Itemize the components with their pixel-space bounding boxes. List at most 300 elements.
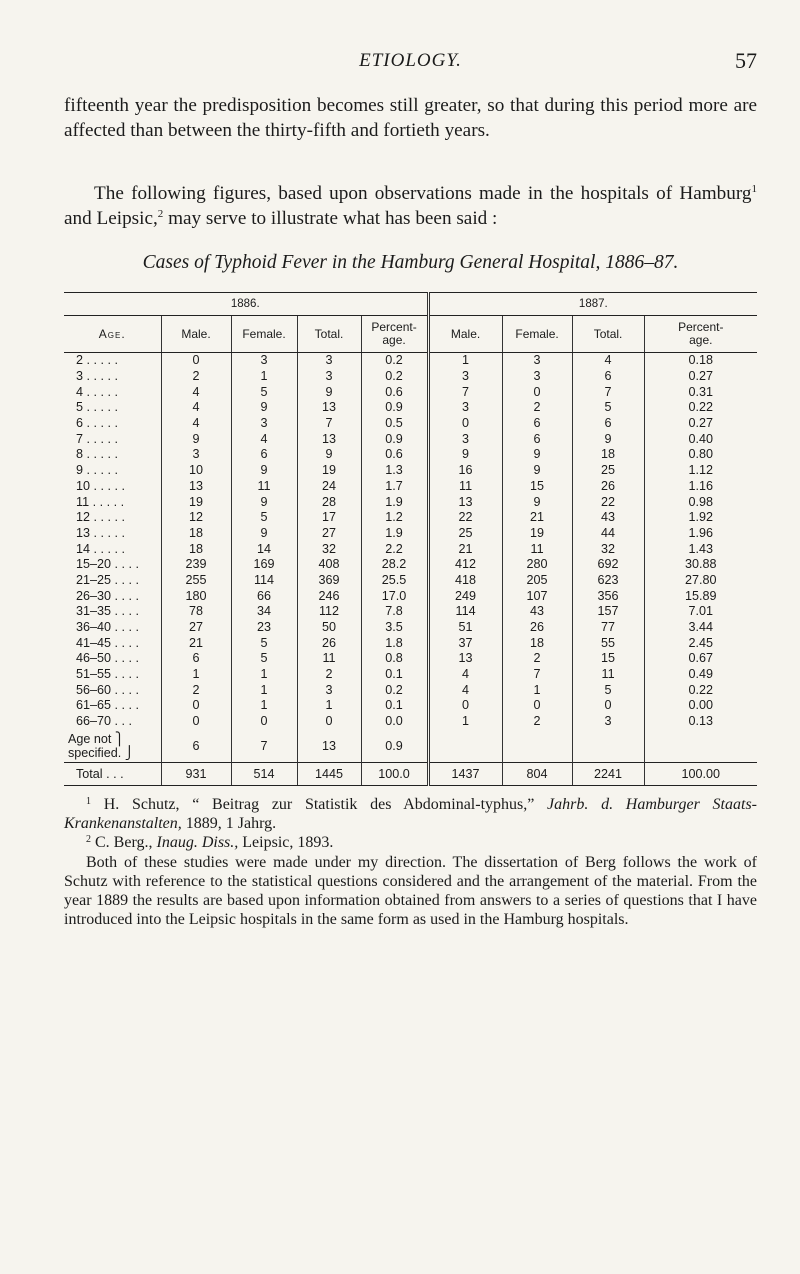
cell-male-1886: 18	[161, 541, 231, 557]
cell-percent-1887: 0.98	[644, 494, 757, 510]
cell-percent-1886: 0.9	[361, 730, 428, 763]
cell-percent-1887: 0.18	[644, 353, 757, 369]
cell-percent-1886: 0.6	[361, 447, 428, 463]
table-row	[64, 714, 757, 730]
cell-percent-1887: 27.80	[644, 573, 757, 589]
col-total-1887: Total.	[572, 316, 644, 353]
cell-female-1887: 2	[502, 651, 572, 667]
cell-total-1887: 356	[572, 588, 644, 604]
cell-male-1886: 10	[161, 463, 231, 479]
cell-age: 5 . . . . .	[76, 400, 118, 415]
cell-male-1886: 9	[161, 431, 231, 447]
cell-age: 31–35 . . . .	[76, 604, 140, 619]
cell-percent-1886: 1.9	[361, 526, 428, 542]
cell-female-1886: 1	[231, 667, 297, 683]
cell-male-1887: 114	[428, 604, 502, 620]
total-percent-1887: 100.00	[644, 762, 757, 785]
total-female-1887: 804	[502, 762, 572, 785]
cell-percent-1887: 0.67	[644, 651, 757, 667]
page-number: 57	[735, 48, 757, 73]
cell-total-1887: 22	[572, 494, 644, 510]
year-1887: 1887.	[428, 293, 757, 316]
cell-female-1886: 3	[231, 353, 297, 369]
cell-female-1886: 0	[231, 714, 297, 730]
cell-total-1886: 112	[297, 604, 361, 620]
col-female-1887: Female.	[502, 316, 572, 353]
cell-total-1886: 13	[297, 730, 361, 763]
cell-percent-1886: 1.2	[361, 510, 428, 526]
cell-total-1886: 17	[297, 510, 361, 526]
cell-female-1886: 4	[231, 431, 297, 447]
table-row	[64, 573, 757, 589]
cell-male-1886: 180	[161, 588, 231, 604]
cell-percent-1886: 2.2	[361, 541, 428, 557]
cell-total-1886: 50	[297, 620, 361, 636]
cell-percent-1886: 0.2	[361, 682, 428, 698]
total-label: Total . . .	[64, 762, 161, 785]
cell-total-1887: 25	[572, 463, 644, 479]
cell-percent-1886: 28.2	[361, 557, 428, 573]
cell-total-1887: 3	[572, 714, 644, 730]
cell-male-1886: 0	[161, 698, 231, 714]
cell-total-1887: 26	[572, 479, 644, 495]
cell-total-1887	[572, 730, 644, 763]
cell-male-1887: 4	[428, 682, 502, 698]
cell-percent-1887: 0.49	[644, 667, 757, 683]
total-male-1887: 1437	[428, 762, 502, 785]
cell-male-1886: 3	[161, 447, 231, 463]
cell-male-1887: 16	[428, 463, 502, 479]
cell-male-1887: 3	[428, 369, 502, 385]
cell-age: 4 . . . . .	[76, 384, 118, 399]
cell-female-1887: 280	[502, 557, 572, 573]
table-row	[64, 384, 757, 400]
cell-percent-1887: 7.01	[644, 604, 757, 620]
row-total	[64, 762, 757, 785]
cell-male-1887: 3	[428, 431, 502, 447]
cell-male-1886: 4	[161, 416, 231, 432]
cell-percent-1887: 0.40	[644, 431, 757, 447]
cell-age: 6 . . . . .	[76, 416, 118, 431]
table-row	[64, 416, 757, 432]
cell-female-1887: 15	[502, 479, 572, 495]
cell-percent-1887: 0.27	[644, 369, 757, 385]
table-row	[64, 682, 757, 698]
cell-percent-1887: 0.31	[644, 384, 757, 400]
cell-male-1887: 9	[428, 447, 502, 463]
cell-female-1886: 9	[231, 463, 297, 479]
cell-female-1887: 6	[502, 416, 572, 432]
cell-percent-1886: 0.2	[361, 353, 428, 369]
cell-total-1887: 6	[572, 416, 644, 432]
cell-percent-1887: 30.88	[644, 557, 757, 573]
cell-age: 56–60 . . . .	[76, 682, 140, 697]
cell-age: 51–55 . . . .	[76, 667, 140, 682]
cell-percent-1887: 15.89	[644, 588, 757, 604]
cell-total-1886: 3	[297, 353, 361, 369]
cell-female-1886: 7	[231, 730, 297, 763]
cell-male-1887: 418	[428, 573, 502, 589]
column-header-row	[64, 316, 757, 353]
cell-total-1887: 157	[572, 604, 644, 620]
cell-total-1886: 9	[297, 384, 361, 400]
cell-female-1887: 9	[502, 447, 572, 463]
table-row	[64, 400, 757, 416]
cell-female-1887: 107	[502, 588, 572, 604]
footnote-1	[64, 795, 757, 833]
cell-percent-1887: 0.22	[644, 400, 757, 416]
col-male-1887: Male.	[428, 316, 502, 353]
footnote-ref-1: 1	[751, 183, 757, 195]
cell-female-1887: 205	[502, 573, 572, 589]
cell-male-1887: 11	[428, 479, 502, 495]
cell-female-1887: 1	[502, 682, 572, 698]
cell-male-1887: 249	[428, 588, 502, 604]
cell-percent-1886: 17.0	[361, 588, 428, 604]
cell-male-1886: 0	[161, 353, 231, 369]
cell-male-1886: 0	[161, 714, 231, 730]
cell-total-1887: 44	[572, 526, 644, 542]
cell-percent-1887: 1.96	[644, 526, 757, 542]
cell-female-1887: 43	[502, 604, 572, 620]
col-age: Age.	[64, 316, 161, 353]
cell-female-1886: 3	[231, 416, 297, 432]
cell-percent-1887: 0.80	[644, 447, 757, 463]
cell-total-1887: 7	[572, 384, 644, 400]
typhoid-table-wrap	[64, 292, 757, 780]
cell-total-1887: 5	[572, 400, 644, 416]
cell-percent-1887: 3.44	[644, 620, 757, 636]
cell-total-1887: 43	[572, 510, 644, 526]
table-row	[64, 557, 757, 573]
cell-male-1886: 13	[161, 479, 231, 495]
cell-female-1886: 9	[231, 400, 297, 416]
table-row	[64, 620, 757, 636]
cell-female-1887: 2	[502, 400, 572, 416]
cell-percent-1886: 7.8	[361, 604, 428, 620]
table-row	[64, 369, 757, 385]
cell-total-1887: 5	[572, 682, 644, 698]
cell-percent-1887: 0.00	[644, 698, 757, 714]
cell-total-1887: 15	[572, 651, 644, 667]
cell-female-1886: 5	[231, 635, 297, 651]
cell-age: 46–50 . . . .	[76, 651, 140, 666]
cell-male-1887: 13	[428, 651, 502, 667]
cell-female-1886: 66	[231, 588, 297, 604]
cell-female-1886: 5	[231, 510, 297, 526]
footnote-2	[64, 833, 757, 852]
cell-age: 9 . . . . .	[76, 463, 118, 478]
table-row	[64, 447, 757, 463]
total-percent-1886: 100.0	[361, 762, 428, 785]
col-percent-line2: age.	[382, 333, 406, 347]
cell-percent-1887	[644, 730, 757, 763]
cell-percent-1887: 1.43	[644, 541, 757, 557]
cell-age: 15–20 . . . .	[76, 557, 140, 572]
cell-male-1886: 27	[161, 620, 231, 636]
total-female-1886: 514	[231, 762, 297, 785]
cell-total-1887: 4	[572, 353, 644, 369]
cell-percent-1886: 0.6	[361, 384, 428, 400]
year-1886: 1886.	[64, 293, 428, 316]
total-total-1886: 1445	[297, 762, 361, 785]
paragraph-2-text-b: and Leipsic,	[64, 208, 158, 229]
footnote-1-journal: Jahrb. d. Hamburger Staats-Krankenanstalten,	[64, 796, 757, 832]
cell-male-1887: 25	[428, 526, 502, 542]
cell-male-1886: 2	[161, 682, 231, 698]
cell-total-1886: 26	[297, 635, 361, 651]
col-percent-1886	[361, 316, 428, 353]
cell-age: 2 . . . . .	[76, 353, 118, 368]
year-header-row	[64, 293, 757, 316]
cell-male-1886: 6	[161, 651, 231, 667]
cell-female-1887: 26	[502, 620, 572, 636]
cell-female-1887: 0	[502, 698, 572, 714]
footnote-1-number: 1	[86, 796, 91, 807]
cell-female-1887: 3	[502, 369, 572, 385]
table-caption: Cases of Typhoid Fever in the Hamburg General Hospital, 1886–87.	[142, 252, 679, 273]
cell-male-1886: 4	[161, 400, 231, 416]
cell-total-1886: 7	[297, 416, 361, 432]
cell-total-1887: 623	[572, 573, 644, 589]
col-percent-line1: Percent-	[371, 320, 417, 334]
cell-female-1887: 18	[502, 635, 572, 651]
table-body	[64, 353, 757, 786]
row-age-not-specified	[64, 730, 757, 763]
cell-total-1886: 24	[297, 479, 361, 495]
cell-male-1886: 2	[161, 369, 231, 385]
cell-total-1886: 0	[297, 714, 361, 730]
cell-male-1887: 51	[428, 620, 502, 636]
cell-percent-1886: 1.3	[361, 463, 428, 479]
cell-total-1886: 27	[297, 526, 361, 542]
cell-male-1886: 12	[161, 510, 231, 526]
cell-percent-1886: 0.2	[361, 369, 428, 385]
table-row	[64, 526, 757, 542]
cell-female-1887: 2	[502, 714, 572, 730]
cell-male-1886: 78	[161, 604, 231, 620]
table-row	[64, 588, 757, 604]
cell-age: 8 . . . . .	[76, 447, 118, 462]
cell-percent-1886: 3.5	[361, 620, 428, 636]
cell-total-1887: 11	[572, 667, 644, 683]
cell-percent-1887: 0.27	[644, 416, 757, 432]
col-male-1886: Male.	[161, 316, 231, 353]
cell-male-1887: 1	[428, 353, 502, 369]
cell-female-1887: 11	[502, 541, 572, 557]
table-row	[64, 353, 757, 369]
cell-male-1887: 13	[428, 494, 502, 510]
footnote-note-paragraph: Both of these studies were made under my direction. The dissertation of Berg follows the work of Schutz with reference to the statistical questions considered and the arrangement of the material. From the year 1889 the results are based upon information obtained from answers to a series of questions that I have introduced into the Leipsic hospitals in the same form as used in the Hamburg hospitals.	[64, 854, 757, 928]
cell-total-1886: 28	[297, 494, 361, 510]
cell-female-1886: 1	[231, 698, 297, 714]
cell-total-1886: 13	[297, 431, 361, 447]
footnote-ref-2: 2	[157, 208, 164, 220]
cell-total-1886: 369	[297, 573, 361, 589]
cell-female-1886: 5	[231, 651, 297, 667]
cell-percent-1887: 0.13	[644, 714, 757, 730]
table-row	[64, 431, 757, 447]
cell-male-1887: 21	[428, 541, 502, 557]
cell-percent-1886: 25.5	[361, 573, 428, 589]
cell-total-1887: 77	[572, 620, 644, 636]
cell-female-1886: 9	[231, 526, 297, 542]
cell-age: 10 . . . . .	[76, 478, 125, 493]
footnote-1-tail: 1889, 1 Jahrg.	[181, 815, 277, 832]
cell-female-1887: 21	[502, 510, 572, 526]
cell-female-1886: 1	[231, 682, 297, 698]
cell-male-1886: 18	[161, 526, 231, 542]
table-row	[64, 463, 757, 479]
cell-total-1886: 9	[297, 447, 361, 463]
cell-total-1886: 3	[297, 369, 361, 385]
cell-female-1886: 1	[231, 369, 297, 385]
cell-total-1887: 55	[572, 635, 644, 651]
cell-female-1886: 34	[231, 604, 297, 620]
cell-percent-1886: 0.0	[361, 714, 428, 730]
typhoid-cases-table	[64, 292, 757, 786]
cell-female-1886: 169	[231, 557, 297, 573]
cell-total-1886: 13	[297, 400, 361, 416]
cell-total-1886: 32	[297, 541, 361, 557]
cell-percent-1887: 0.22	[644, 682, 757, 698]
cell-female-1887	[502, 730, 572, 763]
cell-male-1887: 0	[428, 416, 502, 432]
cell-male-1886: 21	[161, 635, 231, 651]
cell-percent-1886: 0.9	[361, 431, 428, 447]
cell-female-1886: 14	[231, 541, 297, 557]
cell-male-1886: 1	[161, 667, 231, 683]
cell-male-1886: 255	[161, 573, 231, 589]
cell-male-1887	[428, 730, 502, 763]
table-row	[64, 479, 757, 495]
cell-percent-1886: 1.9	[361, 494, 428, 510]
cell-female-1886: 6	[231, 447, 297, 463]
total-male-1886: 931	[161, 762, 231, 785]
cell-male-1886: 19	[161, 494, 231, 510]
cell-age: 66–70 . . .	[76, 714, 133, 729]
cell-percent-1887: 1.12	[644, 463, 757, 479]
cell-female-1887: 9	[502, 494, 572, 510]
cell-age: 61–65 . . . .	[76, 698, 140, 713]
cell-total-1887: 9	[572, 431, 644, 447]
cell-male-1886: 6	[161, 730, 231, 763]
cell-female-1887: 6	[502, 431, 572, 447]
cell-female-1886: 114	[231, 573, 297, 589]
cell-male-1887: 37	[428, 635, 502, 651]
paragraph-2-text-c: may serve to illustrate what has been said :	[163, 208, 498, 229]
total-total-1887: 2241	[572, 762, 644, 785]
cell-total-1886: 246	[297, 588, 361, 604]
cell-male-1887: 0	[428, 698, 502, 714]
cell-male-1887: 3	[428, 400, 502, 416]
page-header	[64, 46, 757, 76]
col-percent-line2: age.	[689, 333, 713, 347]
cell-percent-1886: 0.5	[361, 416, 428, 432]
cell-percent-1887: 2.45	[644, 635, 757, 651]
cell-female-1886: 11	[231, 479, 297, 495]
cell-age: 14 . . . . .	[76, 541, 125, 556]
cell-male-1887: 412	[428, 557, 502, 573]
cell-age: 3 . . . . .	[76, 369, 118, 384]
cell-age: 7 . . . . .	[76, 431, 118, 446]
table-row	[64, 667, 757, 683]
cell-female-1887: 3	[502, 353, 572, 369]
footnote-1-text: H. Schutz, “ Beitrag zur Statistik des Abdominal-typhus,”	[91, 796, 548, 813]
footnote-2-tail: Leipsic, 1893.	[238, 834, 334, 851]
cell-female-1886: 5	[231, 384, 297, 400]
cell-age: 11 . . . . .	[76, 494, 125, 509]
cell-female-1886: 23	[231, 620, 297, 636]
cell-percent-1886: 1.8	[361, 635, 428, 651]
cell-male-1887: 1	[428, 714, 502, 730]
cell-total-1886: 19	[297, 463, 361, 479]
cell-total-1886: 408	[297, 557, 361, 573]
table-row	[64, 635, 757, 651]
cell-male-1886: 239	[161, 557, 231, 573]
cell-female-1887: 19	[502, 526, 572, 542]
cell-total-1886: 3	[297, 682, 361, 698]
paragraph-2-text-a: The following figures, based upon observations made in the hospitals of Hamburg	[94, 183, 752, 204]
cell-age: 26–30 . . . .	[76, 588, 140, 603]
cell-total-1887: 692	[572, 557, 644, 573]
cell-female-1887: 7	[502, 667, 572, 683]
table-row	[64, 494, 757, 510]
cell-total-1887: 32	[572, 541, 644, 557]
cell-percent-1887: 1.16	[644, 479, 757, 495]
table-row	[64, 541, 757, 557]
cell-male-1887: 4	[428, 667, 502, 683]
footnote-2-text: C. Berg.,	[91, 834, 157, 851]
cell-age: 21–25 . . . .	[76, 572, 140, 587]
cell-female-1887: 9	[502, 463, 572, 479]
cell-total-1886: 1	[297, 698, 361, 714]
cell-percent-1886: 1.7	[361, 479, 428, 495]
cell-percent-1886: 0.9	[361, 400, 428, 416]
cell-male-1887: 22	[428, 510, 502, 526]
cell-total-1887: 0	[572, 698, 644, 714]
cell-female-1886: 9	[231, 494, 297, 510]
col-total-1886: Total.	[297, 316, 361, 353]
cell-total-1886: 11	[297, 651, 361, 667]
footnote-2-title: Inaug. Diss.,	[156, 834, 239, 851]
cell-male-1886: 4	[161, 384, 231, 400]
cell-female-1887: 0	[502, 384, 572, 400]
cell-total-1887: 6	[572, 369, 644, 385]
running-head: ETIOLOGY.	[359, 50, 462, 71]
cell-percent-1886: 0.8	[361, 651, 428, 667]
footnotes	[64, 795, 757, 929]
paragraph-1: fifteenth year the predisposition becomes still greater, so that during this period more are affected than between the thirty-fifth and fortieth years.	[64, 95, 757, 141]
cell-percent-1887: 1.92	[644, 510, 757, 526]
cell-age: 36–40 . . . .	[76, 620, 140, 635]
cell-total-1887: 18	[572, 447, 644, 463]
cell-male-1887: 7	[428, 384, 502, 400]
table-row	[64, 651, 757, 667]
age-not-specified-label: Age not ⎫ specified. ⎭	[68, 731, 135, 760]
cell-age: 41–45 . . . .	[76, 635, 140, 650]
cell-percent-1886: 0.1	[361, 698, 428, 714]
footnote-2-number: 2	[86, 834, 91, 845]
cell-percent-1886: 0.1	[361, 667, 428, 683]
cell-total-1886: 2	[297, 667, 361, 683]
table-row	[64, 698, 757, 714]
cell-age: 13 . . . . .	[76, 525, 125, 540]
cell-age: 12 . . . . .	[76, 510, 125, 525]
table-row	[64, 510, 757, 526]
col-percent-1887	[644, 316, 757, 353]
col-percent-line1: Percent-	[678, 320, 724, 334]
